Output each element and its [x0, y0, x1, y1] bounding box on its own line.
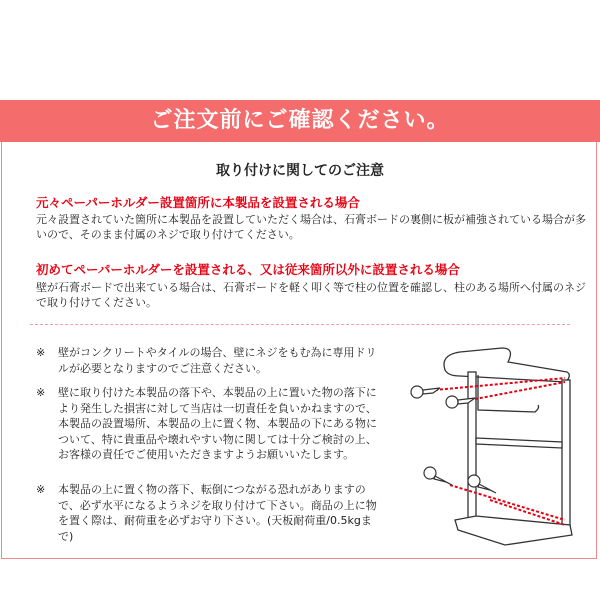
- body-existing-location: 元々設置されていた箇所に本製品を設置していただく場合は、石膏ボードの裏側に板が補強されている場合が多いので、そのまま付属のネジで取り付けてください。: [36, 213, 586, 241]
- base: [455, 516, 572, 545]
- note-item: [36, 345, 386, 376]
- banner-title: ご注文前にご確認ください。: [0, 100, 600, 142]
- note-mark: ※: [36, 346, 46, 359]
- note-mark: ※: [36, 386, 46, 399]
- body-new-location: 壁が石膏ボードで出来ている場合は、石膏ボードを軽く叩く等で柱の位置を確認し、柱のある場所へ付属のネジで取り付けてください。: [36, 281, 586, 309]
- note-item: [36, 385, 386, 463]
- divider: [30, 324, 570, 325]
- note-item: [36, 482, 386, 544]
- heading-existing-location: 元々ペーパーホルダー設置箇所に本製品を設置される場合: [36, 195, 360, 210]
- note-text: 本製品の上に置く物の落下、転倒につながる恐れがありますので、必ず水平になるようネジを取り付けて下さい。商品の上に物を置く際は、耐荷重を必ずお守り下さい。(天板耐荷重/0.5kgまで): [58, 483, 377, 543]
- front-post: [468, 372, 476, 522]
- note-text: 壁に取り付けた本製品の落下や、本製品の上に置いた物の落下により発生した損害に対して当店は一切責任を負いかねますので、本製品の設置場所、本製品の上に置く物、本製品の下にある物について、特に貴重品や壊れやすい物に関しては十分ご検討の上、お客様の責任でご使用いただきますようお願いいたします。: [58, 386, 377, 461]
- section-title: 取り付けに関してのご注意: [216, 163, 384, 179]
- heading-new-location: 初めてペーパーホルダーを設置される、又は従来箇所以外に設置される場合: [36, 262, 460, 277]
- note-text: 壁がコンクリートやタイルの場合、壁にネジをもむ為に専用ドリルが必要となりますのでご注意ください。: [58, 346, 377, 375]
- shelf-top: [444, 348, 569, 382]
- product-mounting-illustration: [390, 330, 590, 550]
- back-post: [562, 380, 570, 525]
- note-mark: ※: [36, 483, 46, 496]
